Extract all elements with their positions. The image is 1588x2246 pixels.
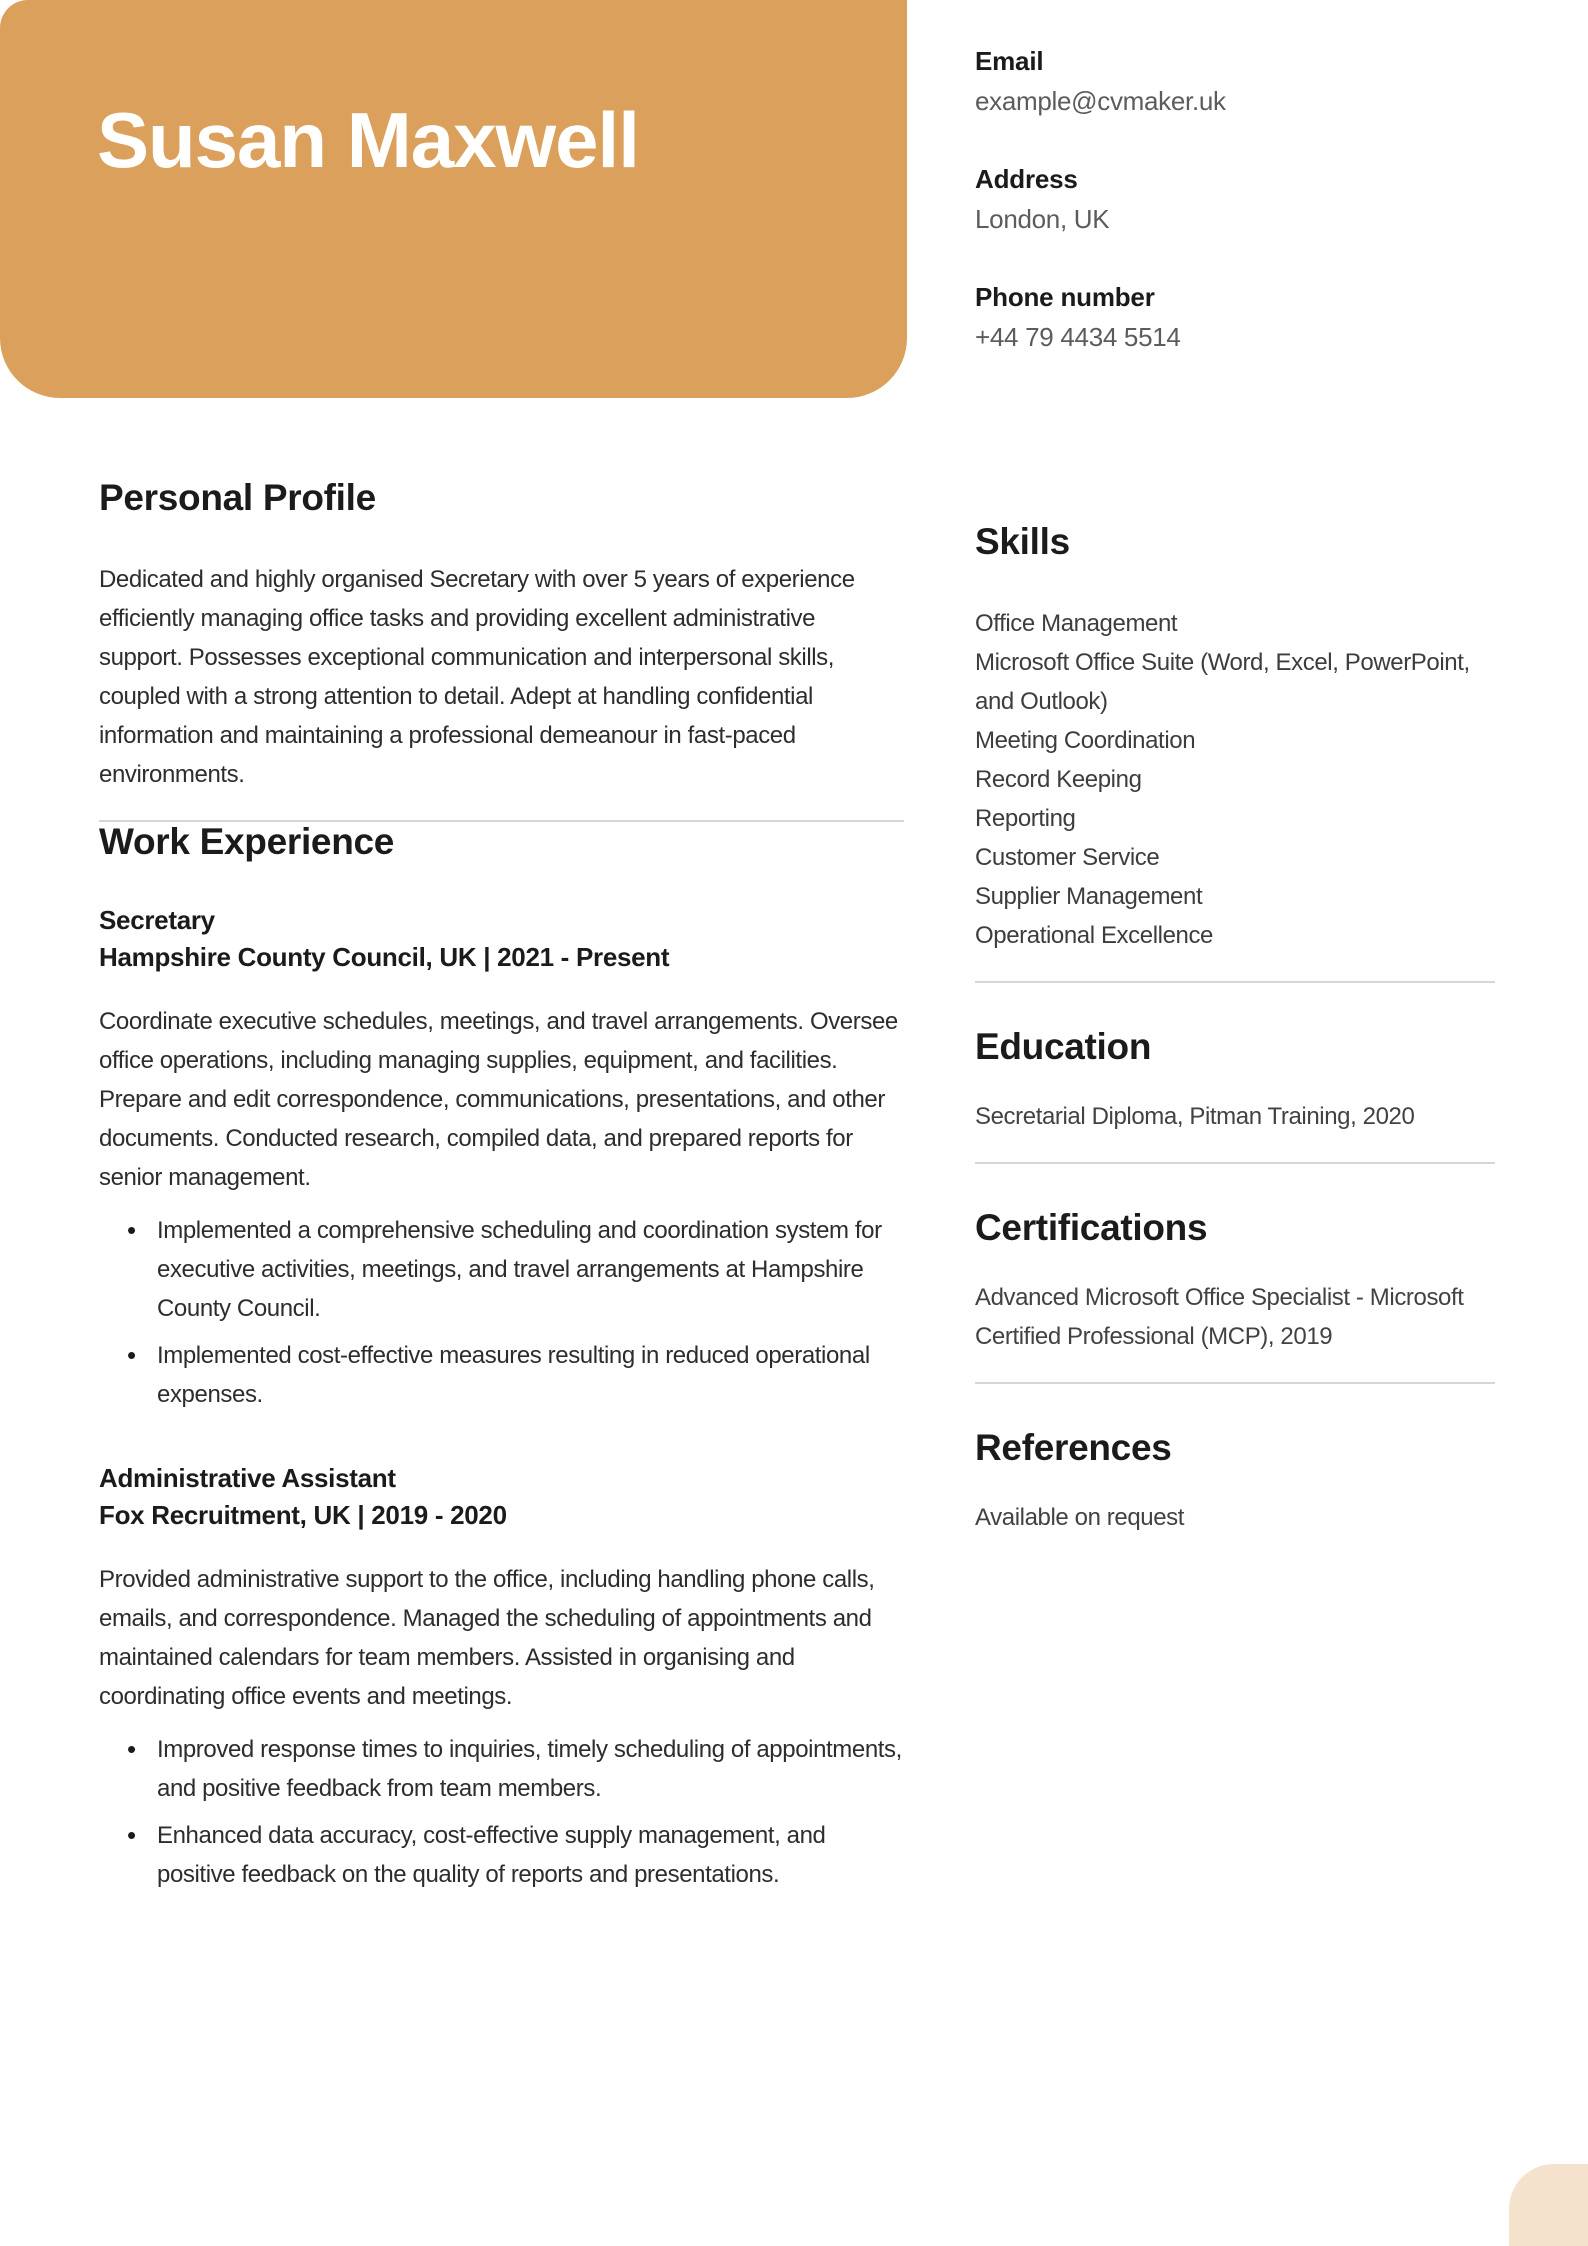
certifications-title: Certifications: [975, 1207, 1208, 1248]
email-label: Email: [975, 46, 1044, 76]
references-text: Available on request: [975, 1504, 1185, 1531]
contact-address: [975, 162, 1505, 236]
job-role: Administrative Assistant: [99, 1463, 396, 1493]
skills-list: [975, 604, 1495, 955]
bullet-item: • Implemented a comprehensive scheduling and coordination system for executive activities, meetings, and travel arrangements at Hampshire County Council.: [99, 1211, 904, 1328]
bullet-item: • Enhanced data accuracy, cost-effective supply management, and positive feedback on the quality of reports and presentations.: [99, 1816, 904, 1894]
personal-profile-section: [99, 478, 904, 794]
skills-section: [975, 522, 1495, 955]
header-banner: [0, 0, 907, 398]
contact-section: [975, 44, 1505, 398]
address-value: London, UK: [975, 204, 1110, 234]
education-section: [975, 1027, 1495, 1136]
job-entry: [99, 1460, 904, 1894]
left-column: [99, 478, 904, 1894]
work-experience-title: Work Experience: [99, 821, 395, 862]
phone-label: Phone number: [975, 282, 1155, 312]
bullet-item: • Implemented cost-effective measures resulting in reduced operational expenses.: [99, 1336, 904, 1414]
email-value: example@cvmaker.uk: [975, 86, 1226, 116]
corner-accent-shape: [1509, 2164, 1588, 2246]
job-bullets: [99, 1730, 904, 1894]
work-experience-section: [99, 822, 904, 1894]
skill-item: Meeting Coordination: [975, 727, 1196, 754]
contact-email: [975, 44, 1505, 118]
skill-item: Office Management: [975, 610, 1178, 637]
references-section: [975, 1428, 1495, 1537]
job-meta: Hampshire County Council, UK | 2021 - Present: [99, 942, 670, 972]
right-column: [975, 478, 1495, 1537]
personal-profile-text: Dedicated and highly organised Secretary with over 5 years of experience efficiently managing office tasks and providing excellent administrative support. Possesses exceptional communication and interpersonal skills, coupled with a strong attention to detail. Adept at handling confidential information and maintaining a professional demeanour in fast-paced environments.: [99, 566, 855, 788]
references-title: References: [975, 1427, 1172, 1468]
skill-item: Supplier Management: [975, 883, 1203, 910]
certifications-text: Advanced Microsoft Office Specialist - Microsoft Certified Professional (MCP), 2019: [975, 1284, 1464, 1350]
job-role: Secretary: [99, 905, 215, 935]
bullet-item: • Improved response times to inquiries, timely scheduling of appointments, and positive feedback from team members.: [99, 1730, 904, 1808]
skill-item: Operational Excellence: [975, 922, 1214, 949]
job-bullets: [99, 1211, 904, 1414]
contact-phone: [975, 280, 1505, 354]
skill-item: Customer Service: [975, 844, 1160, 871]
job-entry: [99, 902, 904, 1414]
skill-item: Microsoft Office Suite (Word, Excel, PowerPoint, and Outlook): [975, 649, 1470, 715]
certifications-section: [975, 1208, 1495, 1356]
section-divider: [975, 981, 1495, 983]
section-divider: [975, 1162, 1495, 1164]
person-name: Susan Maxwell: [97, 96, 639, 184]
job-description: Provided administrative support to the office, including handling phone calls, emails, and correspondence. Managed the scheduling of appointments and maintained calendars for team members. Assisted in organising and coordinating office events and meetings.: [99, 1566, 875, 1710]
personal-profile-title: Personal Profile: [99, 477, 376, 518]
skill-item: Record Keeping: [975, 766, 1142, 793]
phone-value: +44 79 4434 5514: [975, 322, 1181, 352]
job-meta: Fox Recruitment, UK | 2019 - 2020: [99, 1500, 507, 1530]
section-divider: [975, 1382, 1495, 1384]
skill-item: Reporting: [975, 805, 1076, 832]
education-title: Education: [975, 1026, 1152, 1067]
education-text: Secretarial Diploma, Pitman Training, 2020: [975, 1103, 1415, 1130]
job-description: Coordinate executive schedules, meetings, and travel arrangements. Oversee office operations, including managing supplies, equipment, and facilities. Prepare and edit correspondence, communications, presentations, and other documents. Conducted research, compiled data, and prepared reports for senior management.: [99, 1008, 898, 1191]
skills-title: Skills: [975, 521, 1070, 562]
address-label: Address: [975, 164, 1078, 194]
